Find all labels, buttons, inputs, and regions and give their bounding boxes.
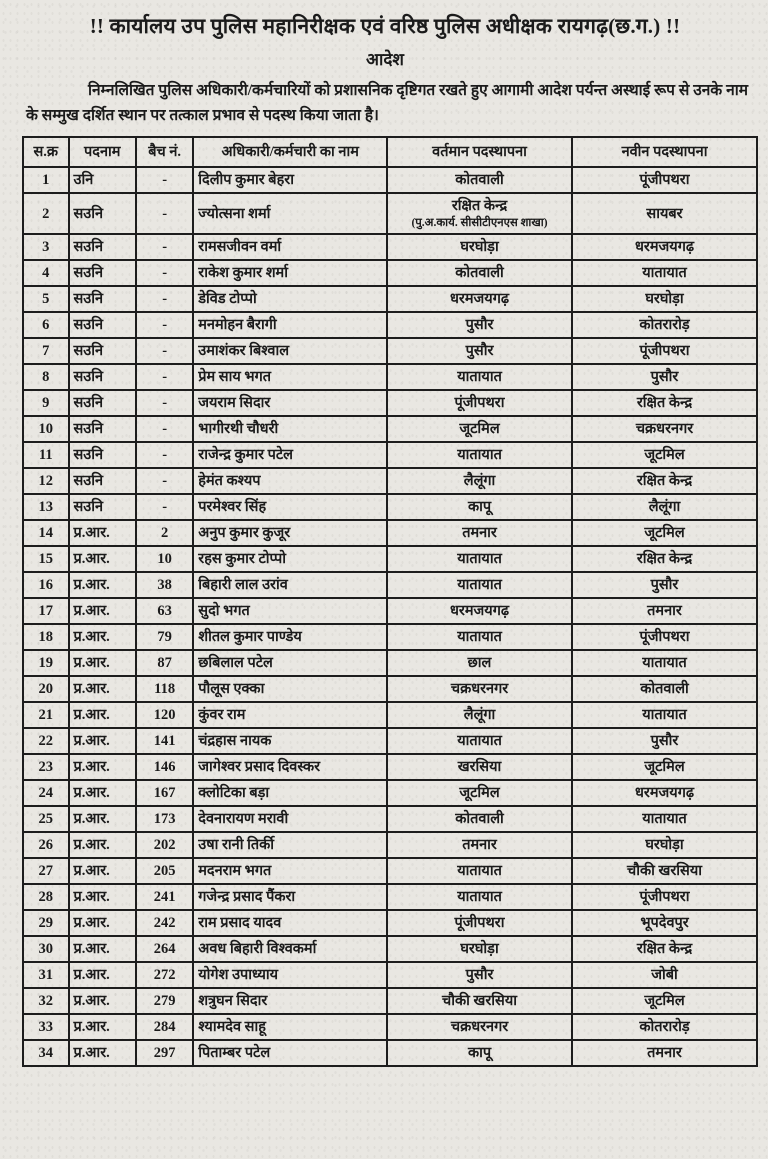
cell-designation: सउनि	[69, 364, 137, 390]
table-row	[23, 234, 757, 260]
current-posting-note: (पु.अ.कार्य. सीसीटीएनएस शाखा)	[411, 217, 548, 229]
current-posting-text: रक्षित केन्द्र	[451, 198, 508, 214]
cell-officer-name: योगेश उपाध्याय	[193, 962, 387, 988]
table-row	[23, 624, 757, 650]
current-posting-text: तमनार	[462, 525, 497, 541]
cell-new-posting: तमनार	[572, 1040, 757, 1066]
cell-officer-name: पौलूस एक्का	[193, 676, 387, 702]
table-row	[23, 832, 757, 858]
cell-current-posting	[387, 1040, 572, 1066]
cell-batch-number: -	[136, 364, 193, 390]
current-posting-text: पूंजीपथरा	[454, 395, 505, 411]
table-row	[23, 780, 757, 806]
cell-designation: प्र.आर.	[69, 624, 137, 650]
cell-current-posting	[387, 988, 572, 1014]
cell-batch-number: 167	[136, 780, 193, 806]
current-posting-text: कोतवाली	[455, 265, 504, 281]
cell-serial-number: 31	[23, 962, 69, 988]
cell-officer-name: सुदो भगत	[193, 598, 387, 624]
cell-officer-name: उषा रानी तिर्की	[193, 832, 387, 858]
cell-serial-number: 3	[23, 234, 69, 260]
current-posting-text: पुसौर	[465, 967, 494, 983]
cell-new-posting: तमनार	[572, 598, 757, 624]
cell-officer-name: पिताम्बर पटेल	[193, 1040, 387, 1066]
cell-officer-name: उमाशंकर बिश्वाल	[193, 338, 387, 364]
cell-current-posting	[387, 442, 572, 468]
cell-designation: प्र.आर.	[69, 832, 137, 858]
cell-new-posting: कोतवाली	[572, 676, 757, 702]
cell-current-posting	[387, 624, 572, 650]
cell-designation: प्र.आर.	[69, 806, 137, 832]
cell-designation: सउनि	[69, 286, 137, 312]
cell-new-posting: यातायात	[572, 806, 757, 832]
current-posting-text: चौकी खरसिया	[442, 993, 518, 1009]
cell-officer-name: राजेन्द्र कुमार पटेल	[193, 442, 387, 468]
table-row	[23, 676, 757, 702]
cell-designation: प्र.आर.	[69, 728, 137, 754]
cell-designation: प्र.आर.	[69, 988, 137, 1014]
cell-batch-number: 264	[136, 936, 193, 962]
cell-officer-name: अनुप कुमार कुजूर	[193, 520, 387, 546]
current-posting-text: धरमजयगढ़	[450, 603, 510, 619]
cell-officer-name: दिलीप कुमार बेहरा	[193, 167, 387, 193]
cell-officer-name: छबिलाल पटेल	[193, 650, 387, 676]
table-row	[23, 260, 757, 286]
cell-batch-number: 284	[136, 1014, 193, 1040]
current-posting-text: पुसौर	[465, 317, 494, 333]
cell-new-posting: पुसौर	[572, 364, 757, 390]
cell-batch-number: -	[136, 416, 193, 442]
table-row	[23, 728, 757, 754]
cell-batch-number: 241	[136, 884, 193, 910]
cell-current-posting	[387, 234, 572, 260]
cell-officer-name: अवध बिहारी विश्वकर्मा	[193, 936, 387, 962]
cell-officer-name: मनमोहन बैरागी	[193, 312, 387, 338]
current-posting-text: पूंजीपथरा	[454, 915, 505, 931]
table-row	[23, 884, 757, 910]
cell-batch-number: 141	[136, 728, 193, 754]
cell-designation: सउनि	[69, 193, 137, 234]
cell-serial-number: 24	[23, 780, 69, 806]
cell-officer-name: गजेन्द्र प्रसाद पैंकरा	[193, 884, 387, 910]
table-row	[23, 546, 757, 572]
current-posting-text: यातायात	[457, 369, 502, 385]
cell-batch-number: 272	[136, 962, 193, 988]
cell-batch-number: 79	[136, 624, 193, 650]
cell-designation: प्र.आर.	[69, 702, 137, 728]
cell-batch-number: -	[136, 167, 193, 193]
current-posting-text: लैलूंगा	[463, 473, 496, 489]
cell-current-posting	[387, 910, 572, 936]
table-row	[23, 806, 757, 832]
cell-designation: प्र.आर.	[69, 962, 137, 988]
table-row	[23, 520, 757, 546]
cell-current-posting	[387, 598, 572, 624]
cell-current-posting	[387, 546, 572, 572]
cell-batch-number: 120	[136, 702, 193, 728]
cell-new-posting: रक्षित केन्द्र	[572, 390, 757, 416]
column-header-serial: स.क्र	[23, 137, 69, 167]
cell-designation: सउनि	[69, 260, 137, 286]
cell-new-posting: यातायात	[572, 650, 757, 676]
cell-new-posting: भूपदेवपुर	[572, 910, 757, 936]
order-heading: आदेश	[366, 50, 404, 69]
cell-designation: सउनि	[69, 468, 137, 494]
cell-batch-number: 242	[136, 910, 193, 936]
cell-current-posting	[387, 1014, 572, 1040]
cell-batch-number: 173	[136, 806, 193, 832]
table-row	[23, 858, 757, 884]
cell-officer-name: राम प्रसाद यादव	[193, 910, 387, 936]
cell-serial-number: 1	[23, 167, 69, 193]
cell-current-posting	[387, 468, 572, 494]
cell-designation: उनि	[69, 167, 137, 193]
current-posting-text: चक्रधरनगर	[450, 681, 509, 697]
cell-current-posting	[387, 572, 572, 598]
cell-new-posting: घरघोड़ा	[572, 832, 757, 858]
table-row	[23, 988, 757, 1014]
cell-batch-number: 297	[136, 1040, 193, 1066]
cell-new-posting: पूंजीपथरा	[572, 167, 757, 193]
current-posting-text: चक्रधरनगर	[450, 1019, 509, 1035]
cell-designation: प्र.आर.	[69, 884, 137, 910]
cell-batch-number: -	[136, 468, 193, 494]
column-header-new-posting: नवीन पदस्थापना	[572, 137, 757, 167]
cell-new-posting: घरघोड़ा	[572, 286, 757, 312]
cell-new-posting: कोतरारोड़	[572, 1014, 757, 1040]
current-posting-text: यातायात	[457, 577, 502, 593]
cell-serial-number: 12	[23, 468, 69, 494]
cell-current-posting	[387, 416, 572, 442]
cell-serial-number: 22	[23, 728, 69, 754]
cell-designation: प्र.आर.	[69, 650, 137, 676]
cell-serial-number: 25	[23, 806, 69, 832]
cell-batch-number: -	[136, 234, 193, 260]
column-header-batch-number: बैच नं.	[136, 137, 193, 167]
cell-designation: सउनि	[69, 390, 137, 416]
cell-designation: प्र.आर.	[69, 780, 137, 806]
cell-new-posting: रक्षित केन्द्र	[572, 546, 757, 572]
cell-batch-number: -	[136, 286, 193, 312]
cell-new-posting: पूंजीपथरा	[572, 338, 757, 364]
current-posting-text: कोतवाली	[455, 172, 504, 188]
cell-current-posting	[387, 754, 572, 780]
cell-officer-name: राकेश कुमार शर्मा	[193, 260, 387, 286]
cell-designation: प्र.आर.	[69, 676, 137, 702]
table-row	[23, 312, 757, 338]
cell-new-posting: चक्रधरनगर	[572, 416, 757, 442]
cell-current-posting	[387, 936, 572, 962]
cell-batch-number: 10	[136, 546, 193, 572]
current-posting-text: जूटमिल	[459, 421, 500, 437]
table-row	[23, 754, 757, 780]
cell-designation: सउनि	[69, 338, 137, 364]
current-posting-text: घरघोड़ा	[460, 941, 499, 957]
table-row	[23, 702, 757, 728]
table-row	[23, 650, 757, 676]
cell-batch-number: 38	[136, 572, 193, 598]
cell-batch-number: -	[136, 260, 193, 286]
current-posting-text: घरघोड़ा	[460, 239, 499, 255]
cell-officer-name: शत्रुघन सिदार	[193, 988, 387, 1014]
table-row	[23, 572, 757, 598]
cell-current-posting	[387, 962, 572, 988]
cell-designation: प्र.आर.	[69, 1014, 137, 1040]
cell-officer-name: भागीरथी चौधरी	[193, 416, 387, 442]
cell-designation: प्र.आर.	[69, 520, 137, 546]
cell-officer-name: डेविड टोप्पो	[193, 286, 387, 312]
cell-designation: प्र.आर.	[69, 754, 137, 780]
cell-serial-number: 6	[23, 312, 69, 338]
cell-current-posting	[387, 832, 572, 858]
cell-officer-name: प्रेम साय भगत	[193, 364, 387, 390]
column-header-current-posting: वर्तमान पदस्थापना	[387, 137, 572, 167]
cell-new-posting: पूंजीपथरा	[572, 624, 757, 650]
table-row	[23, 442, 757, 468]
current-posting-text: धरमजयगढ़	[450, 291, 510, 307]
cell-batch-number: 118	[136, 676, 193, 702]
cell-officer-name: ज्योत्सना शर्मा	[193, 193, 387, 234]
table-row	[23, 494, 757, 520]
current-posting-text: जूटमिल	[459, 785, 500, 801]
cell-serial-number: 2	[23, 193, 69, 234]
cell-serial-number: 13	[23, 494, 69, 520]
cell-current-posting	[387, 260, 572, 286]
column-header-name: अधिकारी/कर्मचारी का नाम	[193, 137, 387, 167]
cell-new-posting: सायबर	[572, 193, 757, 234]
cell-new-posting: धरमजयगढ़	[572, 234, 757, 260]
cell-designation: सउनि	[69, 234, 137, 260]
current-posting-text: लैलूंगा	[463, 707, 496, 723]
cell-designation: सउनि	[69, 442, 137, 468]
cell-officer-name: मदनराम भगत	[193, 858, 387, 884]
cell-serial-number: 14	[23, 520, 69, 546]
table-header-row	[23, 137, 757, 167]
cell-serial-number: 10	[23, 416, 69, 442]
cell-serial-number: 16	[23, 572, 69, 598]
current-posting-text: कोतवाली	[455, 811, 504, 827]
cell-designation: प्र.आर.	[69, 936, 137, 962]
cell-designation: प्र.आर.	[69, 598, 137, 624]
cell-new-posting: लैलूंगा	[572, 494, 757, 520]
table-row	[23, 936, 757, 962]
cell-serial-number: 7	[23, 338, 69, 364]
cell-serial-number: 19	[23, 650, 69, 676]
cell-current-posting	[387, 676, 572, 702]
cell-designation: सउनि	[69, 494, 137, 520]
cell-designation: सउनि	[69, 416, 137, 442]
office-title: !! कार्यालय उप पुलिस महानिरीक्षक एवं वरिष्ठ पुलिस अधीक्षक रायगढ़(छ.ग.) !!	[89, 14, 681, 38]
current-posting-text: यातायात	[457, 889, 502, 905]
cell-new-posting: पुसौर	[572, 572, 757, 598]
current-posting-text: कापू	[467, 1045, 492, 1061]
cell-serial-number: 33	[23, 1014, 69, 1040]
cell-officer-name: चंद्रहास नायक	[193, 728, 387, 754]
cell-serial-number: 23	[23, 754, 69, 780]
cell-batch-number: -	[136, 494, 193, 520]
cell-current-posting	[387, 167, 572, 193]
cell-designation: प्र.आर.	[69, 572, 137, 598]
table-row	[23, 167, 757, 193]
cell-batch-number: 63	[136, 598, 193, 624]
cell-serial-number: 11	[23, 442, 69, 468]
table-row	[23, 193, 757, 234]
transfer-order-table	[22, 136, 758, 1067]
cell-current-posting	[387, 884, 572, 910]
table-row	[23, 962, 757, 988]
cell-officer-name: श्यामदेव साहू	[193, 1014, 387, 1040]
cell-serial-number: 30	[23, 936, 69, 962]
current-posting-text: छाल	[467, 655, 492, 671]
cell-current-posting	[387, 286, 572, 312]
table-row	[23, 598, 757, 624]
table-row	[23, 416, 757, 442]
cell-current-posting	[387, 520, 572, 546]
cell-batch-number: 279	[136, 988, 193, 1014]
cell-current-posting	[387, 390, 572, 416]
cell-new-posting: पूंजीपथरा	[572, 884, 757, 910]
current-posting-text: खरसिया	[457, 759, 502, 775]
cell-officer-name: क्लोटिका बड़ा	[193, 780, 387, 806]
cell-new-posting: चौकी खरसिया	[572, 858, 757, 884]
cell-serial-number: 5	[23, 286, 69, 312]
table-row	[23, 1040, 757, 1066]
cell-new-posting: यातायात	[572, 260, 757, 286]
cell-new-posting: कोतरारोड़	[572, 312, 757, 338]
cell-new-posting: यातायात	[572, 702, 757, 728]
cell-new-posting: जूटमिल	[572, 442, 757, 468]
cell-officer-name: परमेश्वर सिंह	[193, 494, 387, 520]
cell-officer-name: शीतल कुमार पाण्डेय	[193, 624, 387, 650]
cell-new-posting: पुसौर	[572, 728, 757, 754]
current-posting-text: यातायात	[457, 629, 502, 645]
cell-serial-number: 17	[23, 598, 69, 624]
cell-batch-number: -	[136, 390, 193, 416]
cell-serial-number: 9	[23, 390, 69, 416]
cell-officer-name: कुंवर राम	[193, 702, 387, 728]
cell-current-posting	[387, 364, 572, 390]
cell-current-posting	[387, 338, 572, 364]
cell-serial-number: 8	[23, 364, 69, 390]
cell-serial-number: 4	[23, 260, 69, 286]
current-posting-text: पुसौर	[465, 343, 494, 359]
cell-current-posting	[387, 312, 572, 338]
cell-serial-number: 28	[23, 884, 69, 910]
cell-designation: प्र.आर.	[69, 546, 137, 572]
cell-current-posting	[387, 858, 572, 884]
cell-batch-number: 202	[136, 832, 193, 858]
table-row	[23, 338, 757, 364]
cell-current-posting	[387, 728, 572, 754]
table-row	[23, 286, 757, 312]
current-posting-text: कापू	[467, 499, 492, 515]
cell-batch-number: 205	[136, 858, 193, 884]
column-header-designation: पदनाम	[69, 137, 137, 167]
table-row	[23, 390, 757, 416]
cell-designation: प्र.आर.	[69, 910, 137, 936]
cell-officer-name: बिहारी लाल उरांव	[193, 572, 387, 598]
cell-current-posting	[387, 193, 572, 234]
cell-officer-name: जागेश्वर प्रसाद दिवस्कर	[193, 754, 387, 780]
cell-current-posting	[387, 780, 572, 806]
cell-serial-number: 29	[23, 910, 69, 936]
cell-batch-number: 2	[136, 520, 193, 546]
cell-serial-number: 20	[23, 676, 69, 702]
cell-current-posting	[387, 806, 572, 832]
cell-batch-number: 87	[136, 650, 193, 676]
cell-new-posting: जोबी	[572, 962, 757, 988]
cell-serial-number: 32	[23, 988, 69, 1014]
cell-officer-name: रामसजीवन वर्मा	[193, 234, 387, 260]
cell-officer-name: जयराम सिदार	[193, 390, 387, 416]
current-posting-text: तमनार	[462, 837, 497, 853]
cell-batch-number: -	[136, 193, 193, 234]
cell-serial-number: 15	[23, 546, 69, 572]
table-row	[23, 1014, 757, 1040]
cell-current-posting	[387, 494, 572, 520]
cell-officer-name: हेमंत कश्यप	[193, 468, 387, 494]
current-posting-text: यातायात	[457, 551, 502, 567]
cell-new-posting: जूटमिल	[572, 988, 757, 1014]
cell-serial-number: 18	[23, 624, 69, 650]
cell-new-posting: धरमजयगढ़	[572, 780, 757, 806]
cell-batch-number: -	[136, 338, 193, 364]
cell-current-posting	[387, 650, 572, 676]
cell-serial-number: 34	[23, 1040, 69, 1066]
cell-designation: सउनि	[69, 312, 137, 338]
cell-designation: प्र.आर.	[69, 858, 137, 884]
cell-serial-number: 26	[23, 832, 69, 858]
cell-new-posting: रक्षित केन्द्र	[572, 936, 757, 962]
table-row	[23, 364, 757, 390]
cell-officer-name: रहस कुमार टोप्पो	[193, 546, 387, 572]
order-intro-paragraph: निम्नलिखित पुलिस अधिकारी/कर्मचारियों को प्रशासनिक दृष्टिगत रखते हुए आगामी आदेश पर्यन्त अस्थाई रूप से उनके नाम के सम्मुख दर्शित स्थान पर तत्काल प्रभाव से पदस्थ किया जाता है।	[26, 82, 748, 124]
current-posting-text: यातायात	[457, 733, 502, 749]
cell-serial-number: 27	[23, 858, 69, 884]
cell-batch-number: -	[136, 442, 193, 468]
cell-officer-name: देवनारायण मरावी	[193, 806, 387, 832]
cell-new-posting: जूटमिल	[572, 520, 757, 546]
cell-designation: प्र.आर.	[69, 1040, 137, 1066]
cell-new-posting: रक्षित केन्द्र	[572, 468, 757, 494]
table-row	[23, 468, 757, 494]
current-posting-text: यातायात	[457, 863, 502, 879]
cell-batch-number: 146	[136, 754, 193, 780]
current-posting-text: यातायात	[457, 447, 502, 463]
cell-current-posting	[387, 702, 572, 728]
table-row	[23, 910, 757, 936]
cell-batch-number: -	[136, 312, 193, 338]
cell-serial-number: 21	[23, 702, 69, 728]
cell-new-posting: जूटमिल	[572, 754, 757, 780]
